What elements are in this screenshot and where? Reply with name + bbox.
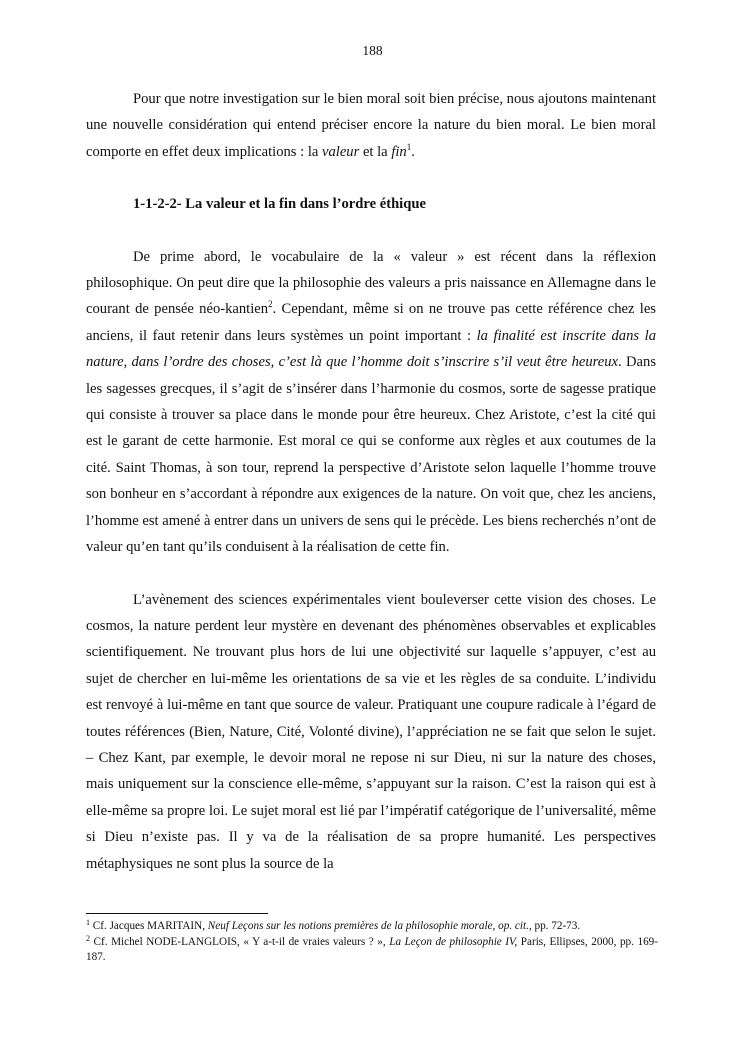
footnote-ref-1[interactable]: 1: [406, 141, 412, 152]
footnote-divider: [86, 913, 268, 914]
page-number: 188: [362, 43, 383, 58]
footnote-1: $^1$ Cf. Jacques MARITAIN, Neuf Leçons sur les notions premières de la philosophie morale, op. cit., pp. 72-73.: [86, 918, 581, 932]
section-heading: 1-1-2-2- La valeur et la fin dans l’ordre éthique: [133, 196, 426, 213]
paragraph-sciences: L’avènement des sciences expérimentales vient bouleverser cette vision des choses. Le cosmos, la nature perdent leur mystère en devenant des phénomènes observables et explicables scientifiquement. Ne trouvant plus hors de lui une objectivité sur laquelle s’appuyer, c’est au sujet de chercher en lui-même les orientations de sa vie et les règles de sa conduite. L’individu est renvoyé à lui-même en tant que source de valeur. Pratiquant une coupure radicale à l’égard de toutes références (Bien, Nature, Cité, Volonté divine), l’appréciation ne se fait que selon le sujet. – Chez Kant, par exemple, le devoir moral ne repose ni sur Dieu, ni sur la nature des choses, mais uniquement sur la conscience elle-même, s’appuyant sur la raison. C’est la raison qui est à elle-même sa propre loi. Le sujet moral est lié par l’impératif catégorique de l’universalité, même si Dieu n’existe pas. Il y va de la réalisation de sa propre humanité. Les perspectives métaphysiques ne sont plus la source de la: [86, 591, 656, 872]
footnote-2: $^2$ Cf. Michel NODE-LANGLOIS, « Y a-t-il de vraies valeurs ? », La Leçon de philosophie IV, Paris, Ellipses, 2000, pp. 169-187.: [86, 933, 658, 963]
footnote-ref-2[interactable]: 2: [268, 299, 273, 310]
footnotes: [86, 919, 658, 966]
paragraph-intro: Pour que notre investigation sur le bien moral soit bien précise, nous ajoutons maintenant une nouvelle considération qui entend préciser encore la nature du bien moral. Le bien moral comporte en effet deux implications : la valeur et la fin$^1$.: [86, 91, 656, 160]
paragraph-valeur: De prime abord, le vocabulaire de la « valeur » est récent dans la réflexion philosophique. On peut dire que la philosophie des valeurs a pris naissance en Allemagne dans le courant de pensée néo-kantien$^2$. Cependant, même si on ne trouve pas cette référence chez les anciens, il faut retenir dans leurs systèmes un point important : la finalité est inscrite dans la nature, dans l’ordre des choses, c’est là que l’homme doit s’inscrire s’il veut être heureux. Dans les sagesses grecques, il s’agit de s’insérer dans l’harmonie du cosmos, sorte de sagesse pratique qui consiste à trouver sa place dans le monde pour être heureux. Chez Aristote, c’est la cité qui est le garant de cette harmonie. Est moral ce qui se conforme aux règles et aux coutumes de la cité. Saint Thomas, à son tour, reprend la perspective d’Aristote selon laquelle l’homme trouve son bonheur en s’accordant à répondre aux exigences de la nature. On voit que, chez les anciens, l’homme est amené à entrer dans un univers de sens qui le précède. Les biens recherchés n’ont de valeur qu’en tant qu’ils conduisent à la réalisation de cette fin.: [86, 248, 656, 556]
body-text: [86, 86, 656, 877]
emphasis-finalite: la finalité est inscrite dans la nature, dans l’ordre des choses, c’est là que l’homme doit s’inscrire s’il veut être heureux: [86, 327, 656, 371]
term-valeur: valeur: [322, 143, 360, 160]
term-fin: fin: [391, 143, 407, 160]
